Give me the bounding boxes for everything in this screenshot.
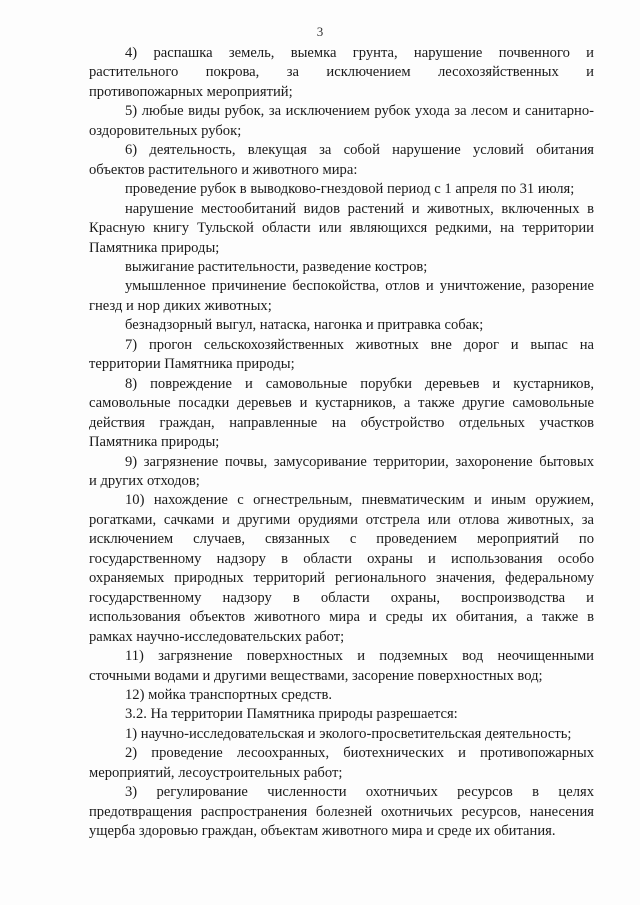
text-line: исключением случаев, связанных с проведением мероприятий по (89, 531, 594, 548)
text-line: мероприятий, лесоустроительных работ; (89, 764, 343, 781)
paragraph-p11 (89, 647, 594, 686)
paragraph-p12 (89, 686, 594, 705)
text-line: нарушение местообитаний видов растений и животных, включенных в (125, 200, 594, 217)
text-line: Памятника природы; (89, 434, 220, 451)
text-line: оздоровительных рубок; (89, 122, 242, 139)
text-line: самовольные посадки деревьев и кустарников, а также другие самовольные (89, 395, 594, 412)
text-line: противопожарных мероприятий; (89, 83, 293, 100)
paragraph-p6e (89, 316, 594, 335)
text-line: государственному надзору в области охраны и использования особо (89, 550, 594, 567)
paragraph-a1 (89, 725, 594, 744)
text-line: охраняемых природных территорий регионального значения, федеральному (89, 570, 594, 587)
text-line: 1) научно-исследовательская и эколого-просветительская деятельность; (125, 725, 572, 742)
text-line: использования объектов животного мира и среды их обитания, а также в (89, 609, 594, 626)
text-line: 10) нахождение с огнестрельным, пневматическим и иным оружием, (125, 492, 594, 509)
text-line: выжигание растительности, разведение костров; (125, 258, 428, 275)
paragraph-a2 (89, 744, 594, 783)
text-line: рамках научно-исследовательских работ; (89, 628, 345, 645)
text-line: 4) распашка земель, выемка грунта, нарушение почвенного и (125, 45, 594, 61)
page-number: 3 (316, 24, 324, 39)
document-body (89, 44, 594, 842)
text-line: 3) регулирование численности охотничьих ресурсов в целях (125, 784, 594, 801)
text-line: 7) прогон сельскохозяйственных животных вне дорог и выпас на (125, 336, 594, 353)
text-line: ущерба здоровью граждан, объектам животного мира и среде их обитания. (89, 823, 556, 840)
text-line: гнезд и нор диких животных; (89, 297, 272, 314)
text-line: сточными водами и другими веществами, засорение поверхностных вод; (89, 667, 543, 684)
text-line: 6) деятельность, влекущая за собой нарушение условий обитания (125, 142, 594, 159)
text-line: 11) загрязнение поверхностных и подземных вод неочищенными (125, 648, 594, 665)
paragraph-p7 (89, 336, 594, 375)
text-line: действия граждан, направленные на обустройство отдельных участков (89, 414, 594, 431)
text-line: 3.2. На территории Памятника природы разрешается: (125, 706, 458, 723)
paragraph-p6b (89, 200, 594, 258)
text-line: проведение рубок в выводково-гнездовой период с 1 апреля по 31 июля; (125, 181, 575, 198)
paragraph-s32 (89, 705, 594, 724)
text-line: предотвращения распространения болезней охотничьих ресурсов, нанесения (89, 803, 594, 820)
text-line: 8) повреждение и самовольные порубки деревьев и кустарников, (125, 375, 594, 392)
text-line: территории Памятника природы; (89, 356, 295, 373)
text-line: безнадзорный выгул, натаска, нагонка и притравка собак; (125, 317, 484, 334)
text-line: Красную книгу Тульской области или являющихся редкими, на территории (89, 220, 594, 237)
paragraph-p5 (89, 102, 594, 141)
text-line: Памятника природы; (89, 239, 220, 256)
text-line: и других отходов; (89, 472, 200, 489)
paragraph-p10 (89, 491, 594, 647)
text-line: государственному надзору в области охраны, воспроизводства и (89, 589, 594, 606)
paragraph-p6c (89, 258, 594, 277)
text-line: растительного покрова, за исключением лесохозяйственных и (89, 64, 594, 81)
paragraph-p8 (89, 375, 594, 453)
paragraph-p4 (89, 44, 594, 102)
paragraph-p6d (89, 277, 594, 316)
text-line: объектов растительного и животного мира: (89, 161, 358, 178)
text-line: 9) загрязнение почвы, замусоривание территории, захоронение бытовых (125, 453, 594, 470)
text-line: рогатками, сачками и другими орудиями отстрела или отлова животных, за (89, 511, 594, 528)
paragraph-a3 (89, 783, 594, 841)
paragraph-p6a (89, 180, 594, 199)
text-line: 12) мойка транспортных средств. (125, 686, 333, 703)
text-line: 2) проведение лесоохранных, биотехнических и противопожарных (125, 745, 594, 762)
paragraph-p6 (89, 141, 594, 180)
text-line: 5) любые виды рубок, за исключением рубок ухода за лесом и санитарно- (125, 103, 594, 120)
paragraph-p9 (89, 453, 594, 492)
text-line: умышленное причинение беспокойства, отлов и уничтожение, разорение (125, 278, 594, 295)
